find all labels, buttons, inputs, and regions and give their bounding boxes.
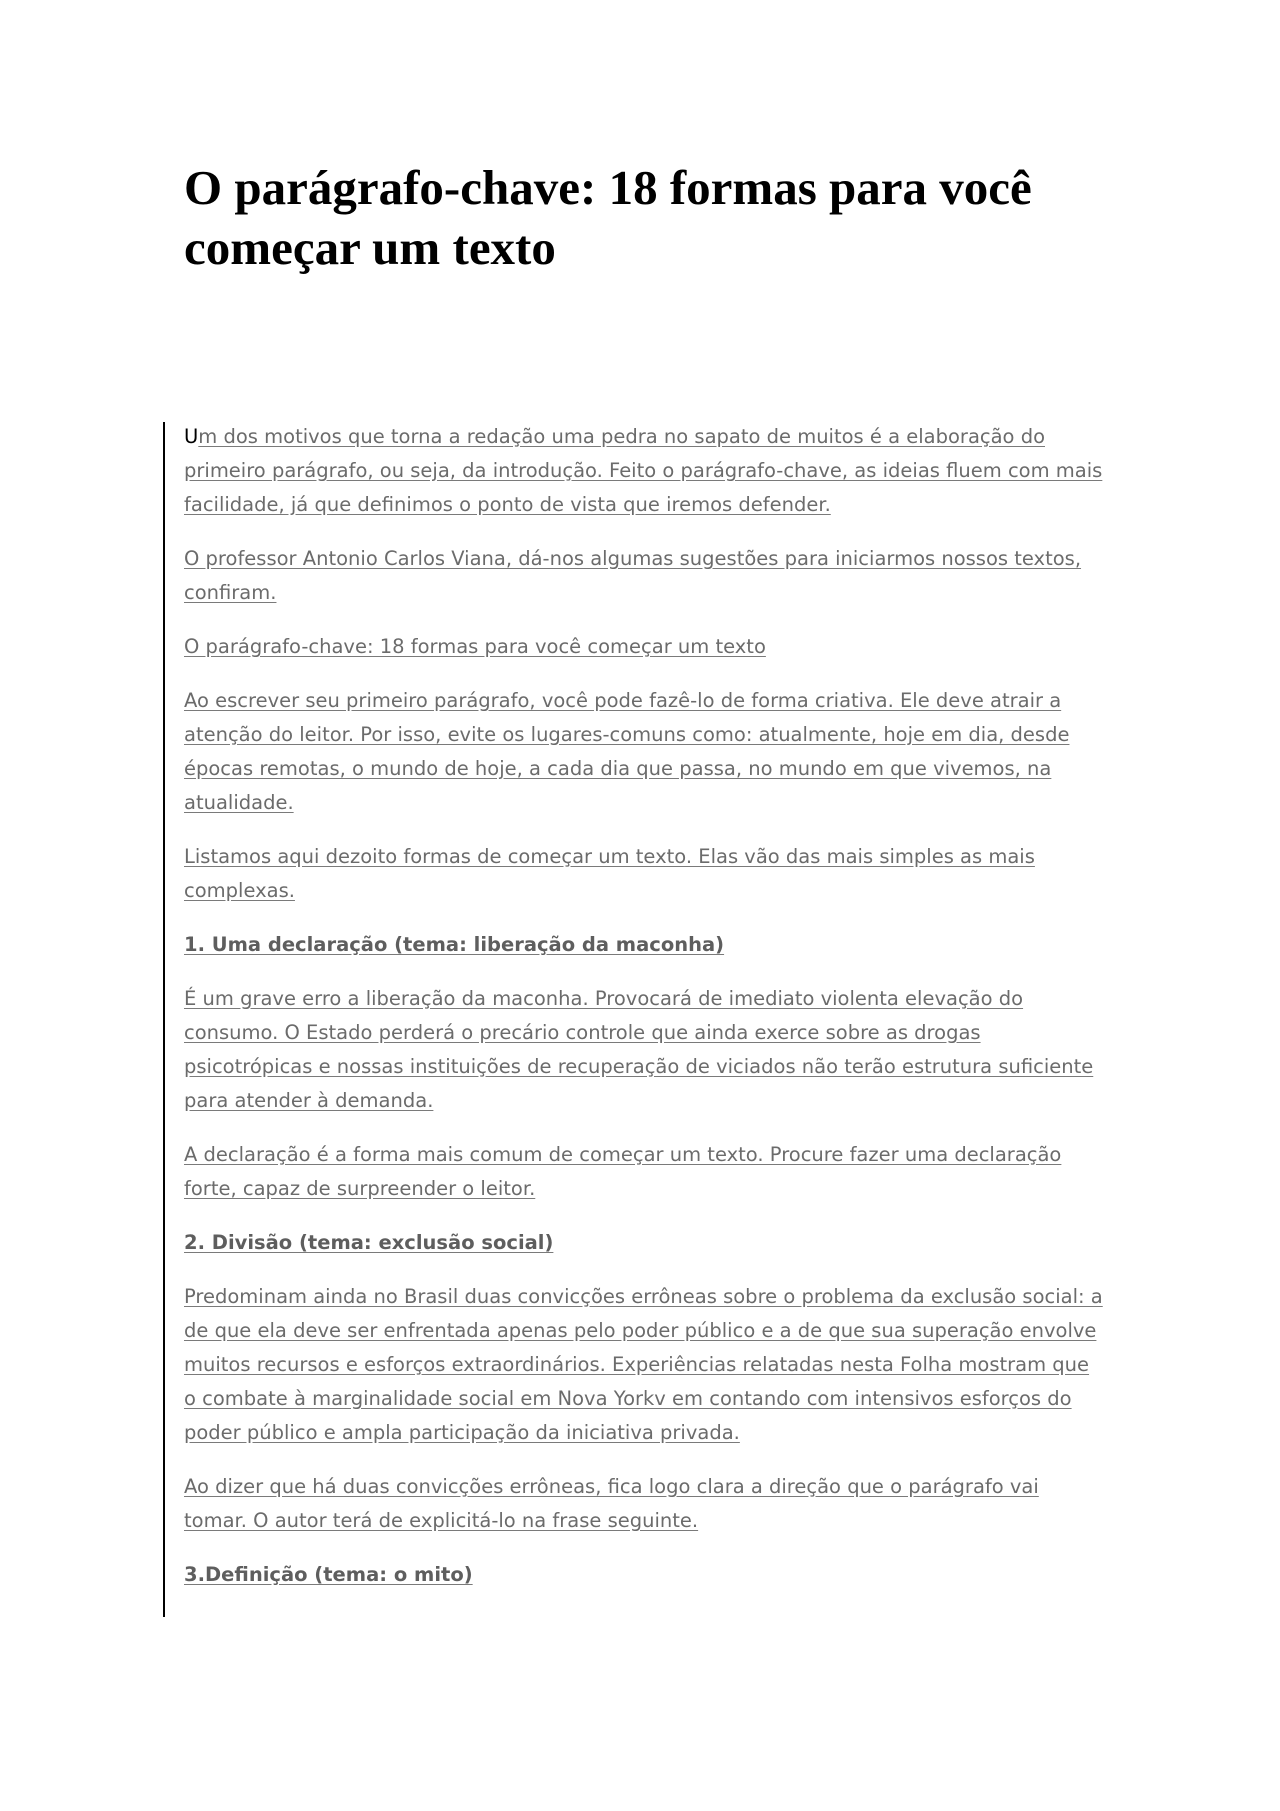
document-body [184, 420, 1104, 1612]
intro-paragraph [184, 420, 1104, 522]
paragraph: Ao dizer que há duas convicções errôneas, fica logo clara a direção que o parágrafo vai tomar. O autor terá de explicitá-lo na frase seguinte. [184, 1475, 1039, 1532]
intro-first-letter: U [184, 425, 199, 448]
paragraph: É um grave erro a liberação da maconha. Provocará de imediato violenta elevação do consumo. O Estado perderá o precário controle que ainda exerce sobre as drogas psicotrópicas e nossas instituições de recuperação de viciados não terão estrutura suficiente para atender à demanda. [184, 987, 1094, 1112]
paragraph: Ao escrever seu primeiro parágrafo, você pode fazê-lo de forma criativa. Ele deve atrair a atenção do leitor. Por isso, evite os lugares-comuns como: atualmente, hoje em dia, desde épocas remotas, o mundo de hoje, a cada dia que passa, no mundo em que vivemos, na atualidade. [184, 689, 1070, 814]
section-heading-2: 2. Divisão (tema: exclusão social) [184, 1231, 554, 1254]
intro-paragraph-text: m dos motivos que torna a redação uma pedra no sapato de muitos é a elaboração do primeiro parágrafo, ou seja, da introdução. Feito o parágrafo-chave, as ideias fluem com mais facilidade, já que definimos o ponto de vista que iremos defender. [184, 425, 1103, 516]
section-heading-3: 3.Definição (tema: o mito) [184, 1563, 473, 1586]
paragraph: O parágrafo-chave: 18 formas para você começar um texto [184, 635, 766, 658]
document-title: O parágrafo-chave: 18 formas para você começar um texto [184, 160, 1032, 275]
paragraph: Listamos aqui dezoito formas de começar um texto. Elas vão das mais simples as mais complexas. [184, 845, 1035, 902]
paragraph: O professor Antonio Carlos Viana, dá-nos algumas sugestões para iniciarmos nossos textos, confiram. [184, 547, 1082, 604]
revision-change-bar [163, 422, 165, 1617]
section-heading-1: 1. Uma declaração (tema: liberação da maconha) [184, 933, 725, 956]
paragraph: A declaração é a forma mais comum de começar um texto. Procure fazer uma declaração forte, capaz de surpreender o leitor. [184, 1143, 1062, 1200]
paragraph: Predominam ainda no Brasil duas convicções errôneas sobre o problema da exclusão social: a de que ela deve ser enfrentada apenas pelo poder público e a de que sua superação envolve muitos recursos e esforços extraordinários. Experiências relatadas nesta Folha mostram que o combate à marginalidade social em Nova Yorkv em contando com intensivos esforços do poder público e ampla participação da iniciativa privada. [184, 1285, 1103, 1444]
